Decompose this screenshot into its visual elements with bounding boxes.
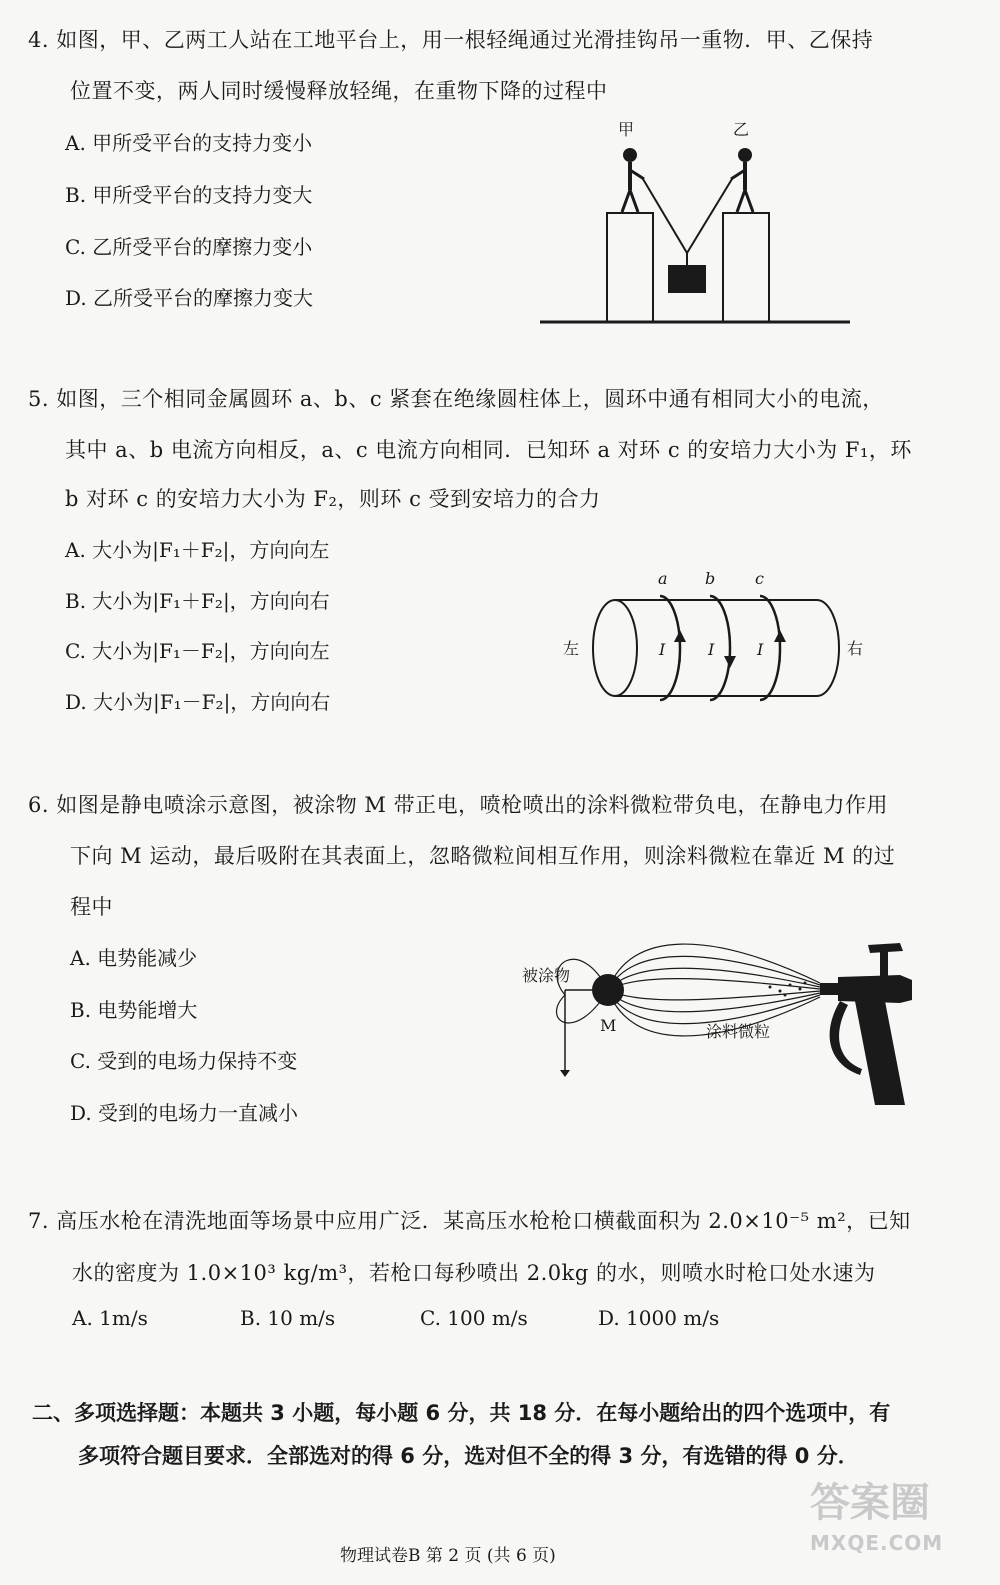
q5-option-b[interactable]: B. 大小为|F₁＋F₂|，方向向右 <box>65 589 330 613</box>
q5-stem-line-2: 其中 a、b 电流方向相反，a、c 电流方向相同．已知环 a 对环 c 的安培力大小为 F₁，环 <box>65 438 912 462</box>
spray-gun <box>820 943 912 1105</box>
q4-figure-workers-rope <box>530 115 860 330</box>
q5-option-a[interactable]: A. 大小为|F₁＋F₂|，方向向左 <box>65 538 330 562</box>
watermark-text: 答案圈 <box>810 1480 930 1526</box>
q4-stem-line-1: 4. 如图，甲、乙两工人站在工地平台上，用一根轻绳通过光滑挂钩吊一重物．甲、乙保持 <box>28 28 874 52</box>
q7-option-b[interactable]: B. 10 m/s <box>240 1306 336 1330</box>
q6-option-d[interactable]: D. 受到的电场力一直减小 <box>70 1101 299 1125</box>
q7-option-d[interactable]: D. 1000 m/s <box>598 1306 720 1330</box>
watermark-url: MXQE.COM <box>810 1531 944 1555</box>
page-footer: 物理试卷B 第 2 页 (共 6 页) <box>340 1546 556 1566</box>
ring-label-b: b <box>705 569 716 588</box>
q6-stem-line-2: 下向 M 运动，最后吸附在其表面上，忽略微粒间相互作用，则涂料微粒在靠近 M 的过 <box>70 844 896 868</box>
q6-option-c[interactable]: C. 受到的电场力保持不变 <box>70 1049 298 1073</box>
coated-object-m <box>592 974 624 1006</box>
worker-jia <box>622 148 644 212</box>
q5-figure-cylinder-rings <box>555 560 875 710</box>
ring-label-c: c <box>755 569 764 588</box>
object-label: 被涂物 <box>522 966 571 985</box>
cylinder-left-end <box>593 600 637 696</box>
q4-option-c[interactable]: C. 乙所受平台的摩擦力变小 <box>65 235 313 259</box>
current-label-c: I <box>757 640 764 659</box>
section2-line-2: 多项符合题目要求．全部选对的得 6 分，选对但不全的得 3 分，有选错的得 0 分． <box>78 1444 859 1468</box>
q6-option-a[interactable]: A. 电势能减少 <box>70 946 198 970</box>
direction-left-label: 左 <box>563 639 580 658</box>
heavy-object <box>668 265 706 293</box>
q6-stem-line-1: 6. 如图是静电喷涂示意图，被涂物 M 带正电，喷枪喷出的涂料微粒带负电，在静电力作用 <box>28 793 889 817</box>
q7-stem-line-2: 水的密度为 1.0×10³ kg/m³，若枪口每秒喷出 2.0kg 的水，则喷水时枪口处水速为 <box>72 1261 876 1285</box>
q4-option-b[interactable]: B. 甲所受平台的支持力变大 <box>65 183 313 207</box>
m-label: M <box>600 1016 617 1035</box>
q4-option-d[interactable]: D. 乙所受平台的摩擦力变大 <box>65 286 314 310</box>
particle-label: 涂料微粒 <box>706 1022 771 1041</box>
ring-label-a: a <box>658 569 668 588</box>
direction-right-label: 右 <box>847 639 864 658</box>
q5-option-c[interactable]: C. 大小为|F₁－F₂|，方向向左 <box>65 639 330 663</box>
q4-stem-line-2: 位置不变，两人同时缓慢释放轻绳，在重物下降的过程中 <box>70 79 608 103</box>
current-label-a: I <box>659 640 666 659</box>
left-platform <box>607 213 653 322</box>
worker-yi <box>731 148 753 212</box>
right-platform <box>723 213 769 322</box>
q5-stem-line-1: 5. 如图，三个相同金属圆环 a、b、c 紧套在绝缘圆柱体上，圆环中通有相同大小的电流， <box>28 387 884 411</box>
section2-line-1: 二、多项选择题：本题共 3 小题，每小题 6 分，共 18 分．在每小题给出的四个选项中，有 <box>32 1401 891 1425</box>
label-yi: 乙 <box>732 120 750 139</box>
current-label-b: I <box>708 640 715 659</box>
watermark <box>810 1478 990 1578</box>
q6-option-b[interactable]: B. 电势能增大 <box>70 998 198 1022</box>
q4-option-a[interactable]: A. 甲所受平台的支持力变小 <box>65 131 313 155</box>
cylinder-right-end <box>817 600 839 696</box>
ground-symbol <box>560 1070 570 1077</box>
q7-stem-line-1: 7. 高压水枪在清洗地面等场景中应用广泛．某高压水枪枪口横截面积为 2.0×10⁻⁵ m²，已知 <box>28 1209 911 1233</box>
label-jia: 甲 <box>617 120 635 139</box>
q6-figure-spray-gun <box>520 925 920 1110</box>
q6-stem-line-3: 程中 <box>70 895 113 919</box>
q5-stem-line-3: b 对环 c 的安培力大小为 F₂，则环 c 受到安培力的合力 <box>65 487 601 511</box>
rope-right <box>687 179 732 253</box>
rope-left <box>643 179 687 253</box>
q5-option-d[interactable]: D. 大小为|F₁－F₂|，方向向右 <box>65 690 331 714</box>
q7-option-a[interactable]: A. 1m/s <box>72 1306 148 1330</box>
q7-option-c[interactable]: C. 100 m/s <box>420 1306 528 1330</box>
